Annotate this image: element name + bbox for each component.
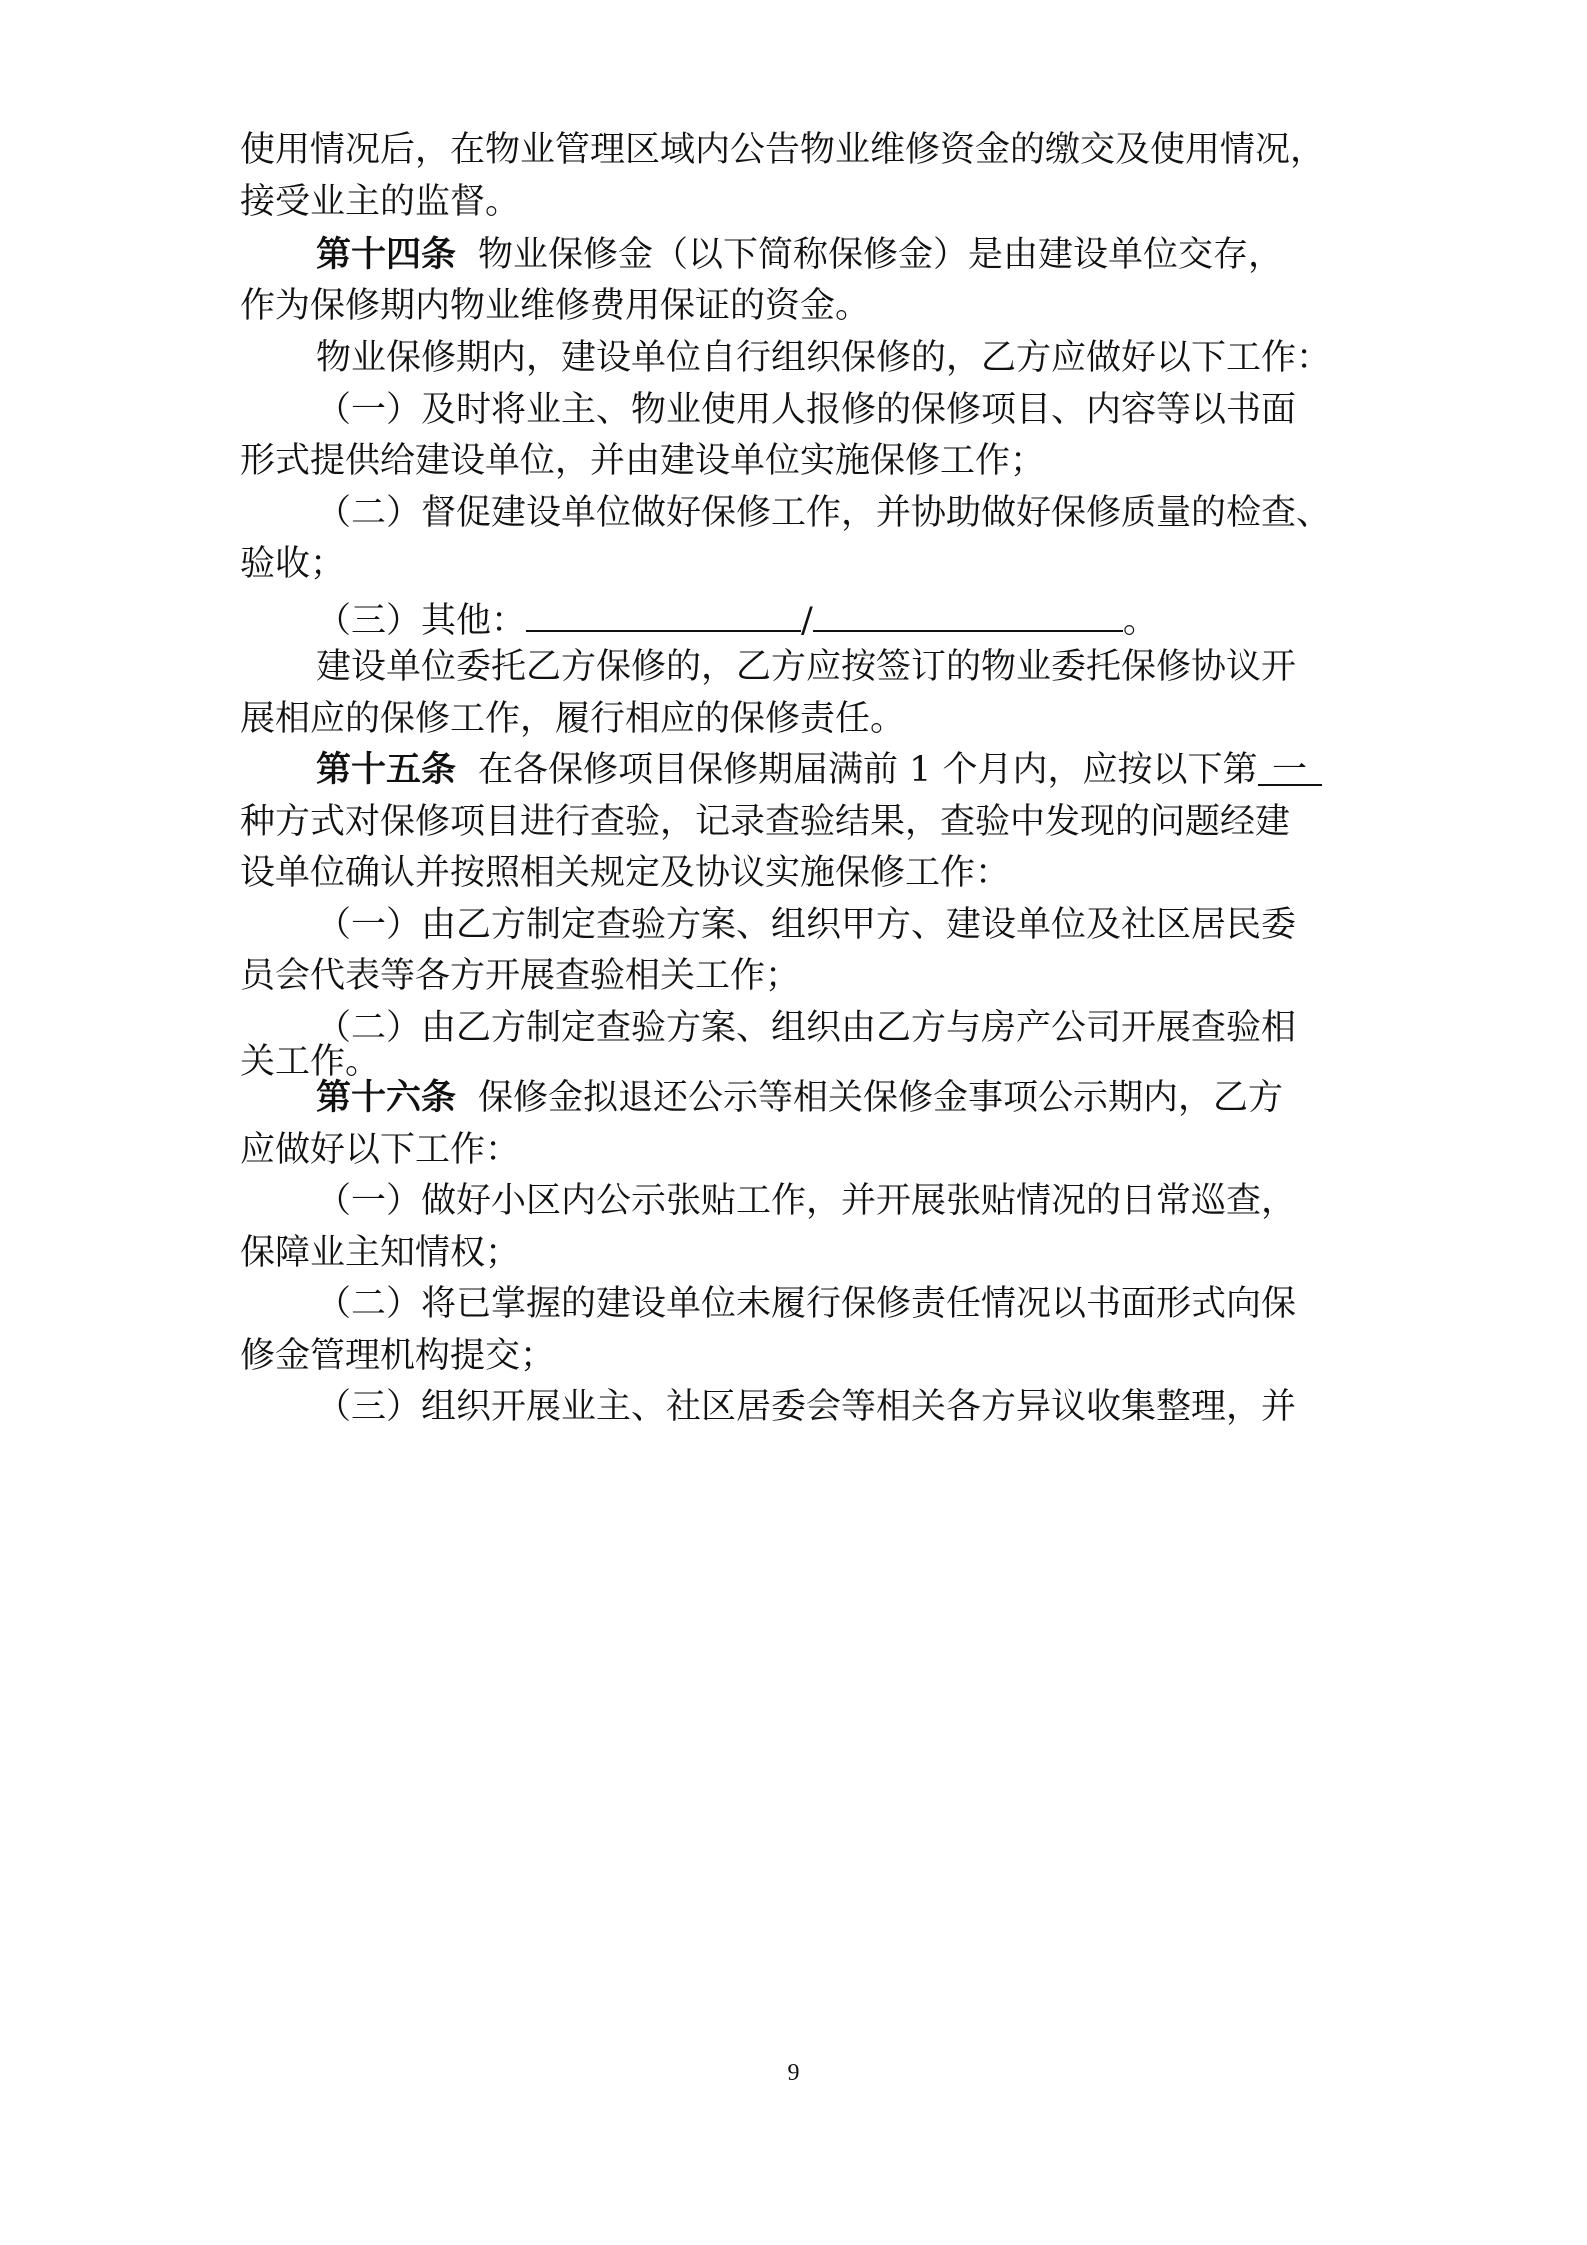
method-choice-field: 一: [1258, 748, 1322, 786]
page-number: 9: [787, 2060, 800, 2086]
article-heading: 第十五条: [316, 749, 457, 790]
paragraph-line: （一）做好小区内公示张贴工作，并开展张贴情况的日常巡查，: [316, 1181, 1297, 1221]
article-15-line: [316, 748, 1360, 792]
article-14-line: [316, 233, 1360, 277]
other-clause-line: [316, 594, 1360, 638]
paragraph-line: 接受业主的监督。: [240, 182, 521, 222]
paragraph-line: （一）由乙方制定查验方案、组织甲方、建设单位及社区居民委: [316, 905, 1297, 945]
paragraph-line: 展相应的保修工作，履行相应的保修责任。: [240, 699, 906, 739]
paragraph-line: 设单位确认并按照相关规定及协议实施保修工作：: [240, 853, 1011, 893]
article-heading: 第十四条: [316, 234, 457, 275]
article-heading: 第十六条: [316, 1077, 457, 1118]
paragraph-line: 修金管理机构提交；: [240, 1336, 556, 1376]
paragraph-line: 物业保修期内，建设单位自行组织保修的，乙方应做好以下工作：: [316, 338, 1332, 378]
paragraph-line: 形式提供给建设单位，并由建设单位实施保修工作；: [240, 441, 1046, 481]
paragraph-line: 员会代表等各方开展查验相关工作；: [240, 956, 801, 996]
paragraph-line: （三）组织开展业主、社区居委会等相关各方异议收集整理，并: [316, 1387, 1297, 1427]
article-text: 在各保修项目保修期届满前 1 个月内，应按以下第: [478, 750, 1258, 790]
article-text: 物业保修金（以下简称保修金）是由建设单位交存，: [478, 235, 1284, 275]
fill-blank-underline: [526, 594, 801, 632]
paragraph-line: 作为保修期内物业维修费用保证的资金。: [240, 286, 871, 326]
paragraph-line: 关工作。: [240, 1042, 381, 1082]
other-clause-label: （三）其他：: [316, 601, 527, 638]
paragraph-line: （二）将已掌握的建设单位未履行保修责任情况以书面形式向保: [316, 1284, 1297, 1324]
article-16-line: [316, 1076, 1360, 1120]
paragraph-line: （二）督促建设单位做好保修工作，并协助做好保修质量的检查、: [316, 493, 1332, 533]
paragraph-line: 验收；: [240, 544, 346, 584]
fill-blank-slash: /: [801, 601, 813, 638]
fill-blank-underline: [813, 594, 1123, 632]
paragraph-line: 使用情况后，在物业管理区域内公告物业维修资金的缴交及使用情况，: [240, 130, 1326, 170]
paragraph-line: 保障业主知情权；: [240, 1233, 521, 1273]
paragraph-line: （一）及时将业主、物业使用人报修的保修项目、内容等以书面: [316, 390, 1297, 430]
paragraph-line: 建设单位委托乙方保修的，乙方应按签订的物业委托保修协议开: [316, 647, 1297, 687]
paragraph-line: 种方式对保修项目进行查验，记录查验结果，查验中发现的问题经建: [240, 802, 1291, 842]
article-text: 保修金拟退还公示等相关保修金事项公示期内，乙方: [478, 1078, 1284, 1118]
paragraph-line: 应做好以下工作：: [240, 1130, 521, 1170]
clause-end-mark: 。: [1122, 601, 1158, 638]
paragraph-line: （二）由乙方制定查验方案、组织由乙方与房产公司开展查验相: [316, 1008, 1297, 1048]
